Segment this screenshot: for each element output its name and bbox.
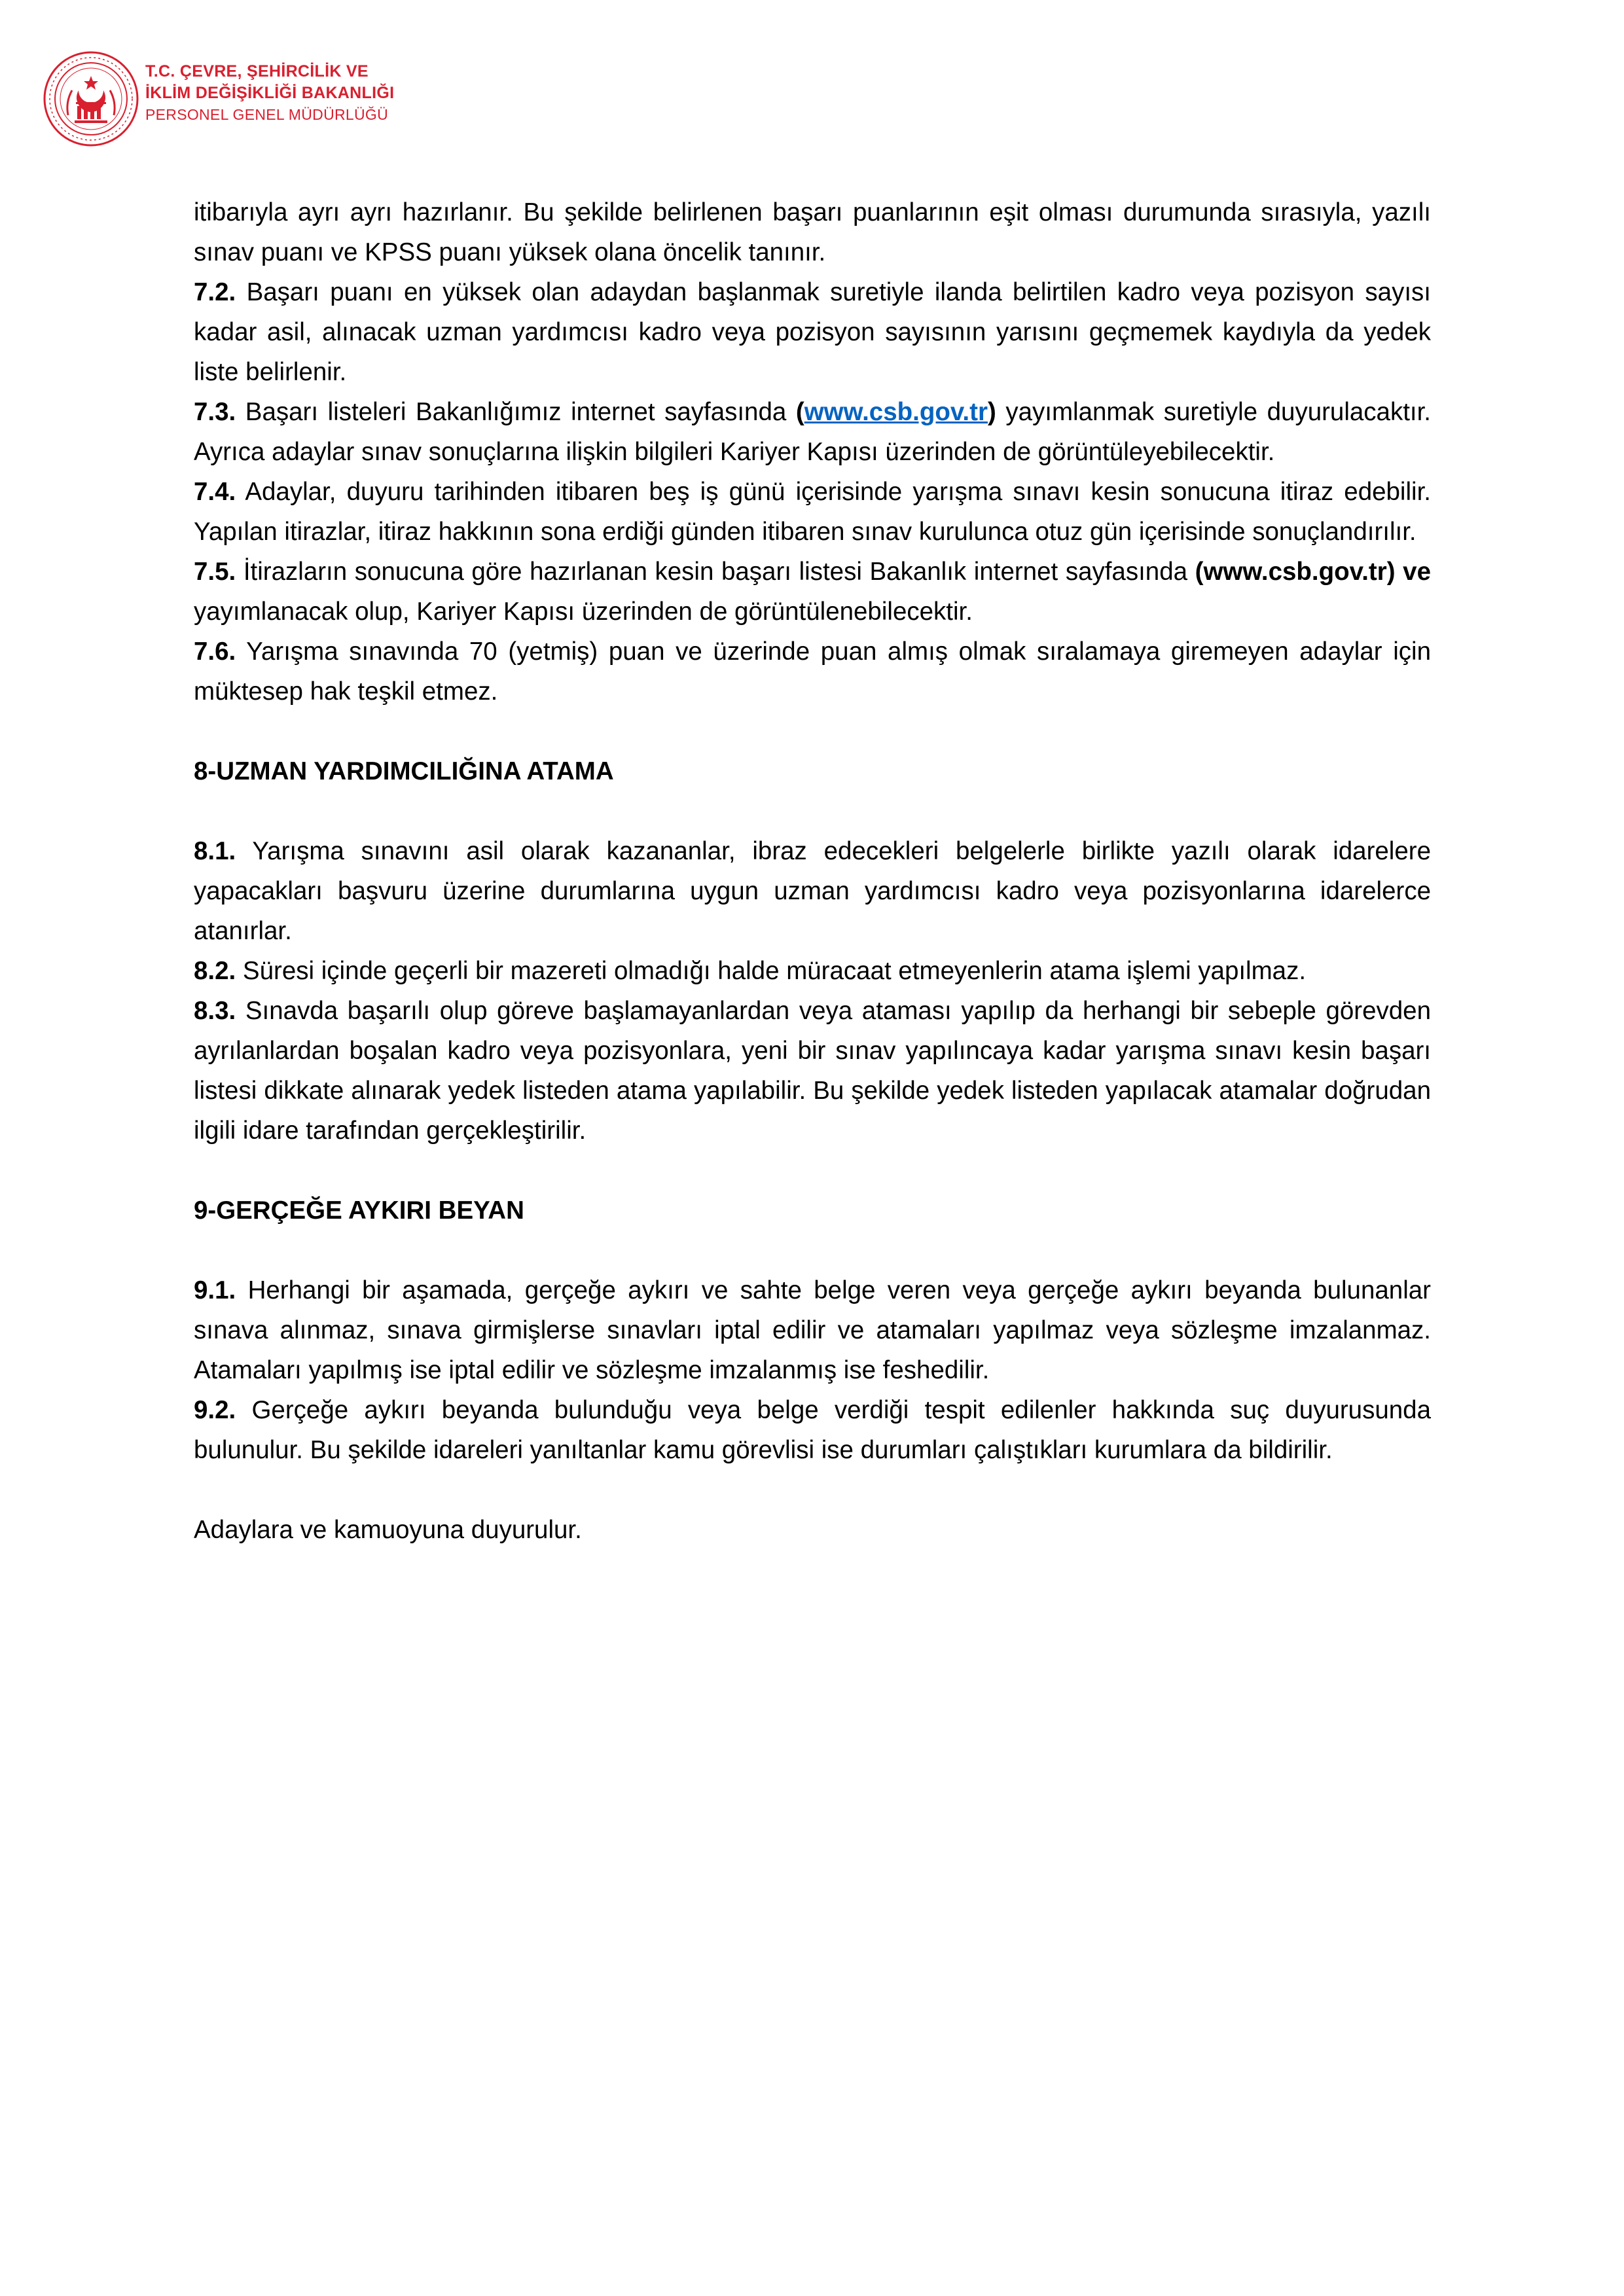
section-9-heading: 9-GERÇEĞE AYKIRI BEYAN xyxy=(194,1196,524,1225)
page-header xyxy=(42,50,566,148)
clause-7-6 xyxy=(194,632,1431,711)
ministry-name-line-1: T.C. ÇEVRE, ŞEHİRCİLİK VE xyxy=(145,62,369,81)
clause-9-1 xyxy=(194,1270,1431,1390)
clause-7-5 xyxy=(194,552,1431,632)
document-body xyxy=(194,192,1431,1550)
clause-9-2 xyxy=(194,1390,1431,1470)
clause-7-4 xyxy=(194,472,1431,552)
intro-text: itibarıyla ayrı ayrı hazırlanır. Bu şekilde belirlenen başarı puanlarının eşit olması durumunda sırasıyla, yazılı sınav puanı ve KPSS puanı yüksek olana öncelik tanınır. xyxy=(194,198,1431,266)
clause-text: Yarışma sınavını asil olarak kazananlar, ibraz edecekleri belgelerle birlikte yazılı olarak idarelere yapacakları başvuru üzerine durumlarına uygun uzman yardımcısı kadro veya pozisyonlarına idarelerce atanırlar. xyxy=(194,837,1431,945)
intro-paragraph xyxy=(194,192,1431,272)
clause-text: Gerçeğe aykırı beyanda bulunduğu veya belge verdiği tespit edilenler hakkında suç duyurusunda bulunulur. Bu şekilde idareleri yanıltanlar kamu görevlisi ise durumları çalıştıkları kurumlara da bildirilir. xyxy=(194,1396,1431,1464)
clause-text: Herhangi bir aşamada, gerçeğe aykırı ve sahte belge veren veya gerçeğe aykırı beyanda bulunanlar sınava alınmaz, sınava girmişlerse sınavları iptal edilir ve atamaları yapılmaz veya sözleşme imzalanmaz. Atamaları yapılmış ise iptal edilir ve sözleşme imzalanmış ise feshedilir. xyxy=(194,1276,1431,1384)
website-reference: (www.csb.gov.tr) ve xyxy=(1195,558,1431,586)
clause-number: 9.2. xyxy=(194,1396,236,1424)
paren-open: ( xyxy=(795,398,804,426)
clause-7-2 xyxy=(194,272,1431,392)
paren-close: ) xyxy=(987,398,996,426)
clause-text: Adaylar, duyuru tarihinden itibaren beş iş günü içerisinde yarışma sınavı kesin sonucuna itiraz edebilir. Yapılan itirazlar, itiraz hakkının sona erdiği günden itibaren sınav kurulunca otuz gün içerisinde sonuçlandırılır. xyxy=(194,478,1431,546)
clause-text: Yarışma sınavında 70 (yetmiş) puan ve üzerinde puan almış olmak sıralamaya giremeyen adaylar için müktesep hak teşkil etmez. xyxy=(194,637,1431,706)
clause-text-continued: yayımlanmak suretiyle duyurulacaktır. Ayrıca adaylar sınav sonuçlarına ilişkin bilgileri Kariyer Kapısı üzerinden de görüntüleyebilecektir. xyxy=(194,398,1432,466)
clause-number: 7.5. xyxy=(194,558,236,586)
clause-8-2 xyxy=(194,951,1431,991)
clause-text: Başarı listeleri Bakanlığımız internet sayfasında xyxy=(236,398,796,426)
clause-number: 7.2. xyxy=(194,278,236,306)
ministry-name xyxy=(145,61,394,126)
spacer xyxy=(194,1470,1431,1510)
clause-8-3 xyxy=(194,991,1431,1151)
clause-number: 9.1. xyxy=(194,1276,236,1304)
closing-line: Adaylara ve kamuoyuna duyurulur. xyxy=(194,1516,582,1544)
website-link[interactable]: www.csb.gov.tr xyxy=(804,398,988,426)
clause-number: 8.1. xyxy=(194,837,236,865)
clause-text: Süresi içinde geçerli bir mazereti olmadığı halde müracaat etmeyenlerin atama işlemi yapılmaz. xyxy=(236,957,1307,985)
clause-number: 8.2. xyxy=(194,957,236,985)
clause-number: 7.6. xyxy=(194,637,236,666)
clause-text-continued: yayımlanacak olup, Kariyer Kapısı üzerinden de görüntülenebilecektir. xyxy=(194,598,973,626)
clause-number: 7.3. xyxy=(194,398,236,426)
section-8-heading: 8-UZMAN YARDIMCILIĞINA ATAMA xyxy=(194,757,614,785)
clause-number: 7.4. xyxy=(194,478,236,506)
clause-text: Sınavda başarılı olup göreve başlamayanlardan veya ataması yapılıp da herhangi bir sebeple görevden ayrılanlardan boşalan kadro veya pozisyonlara, yeni bir sınav yapılıncaya kadar yarışma sınavı kesin başarı listesi dikkate alınarak yedek listeden atama yapılabilir. Bu şekilde yedek listeden yapılacak atamalar doğrudan ilgili idare tarafından gerçekleştirilir. xyxy=(194,997,1431,1145)
clause-7-3 xyxy=(194,392,1431,472)
clause-number: 8.3. xyxy=(194,997,236,1025)
department-name: PERSONEL GENEL MÜDÜRLÜĞÜ xyxy=(145,106,389,123)
ministry-name-line-2: İKLİM DEĞİŞİKLİĞİ BAKANLIĞI xyxy=(145,84,395,102)
clause-8-1 xyxy=(194,831,1431,951)
ministry-logo-icon xyxy=(42,50,140,148)
clause-text: Başarı puanı en yüksek olan adaydan başlanmak suretiyle ilanda belirtilen kadro veya pozisyon sayısı kadar asil, alınacak uzman yardımcısı kadro veya pozisyon sayısının yarısını geçmemek kaydıyla da yedek liste belirlenir. xyxy=(194,278,1431,386)
clause-text: İtirazların sonucuna göre hazırlanan kesin başarı listesi Bakanlık internet sayfasında xyxy=(236,558,1195,586)
